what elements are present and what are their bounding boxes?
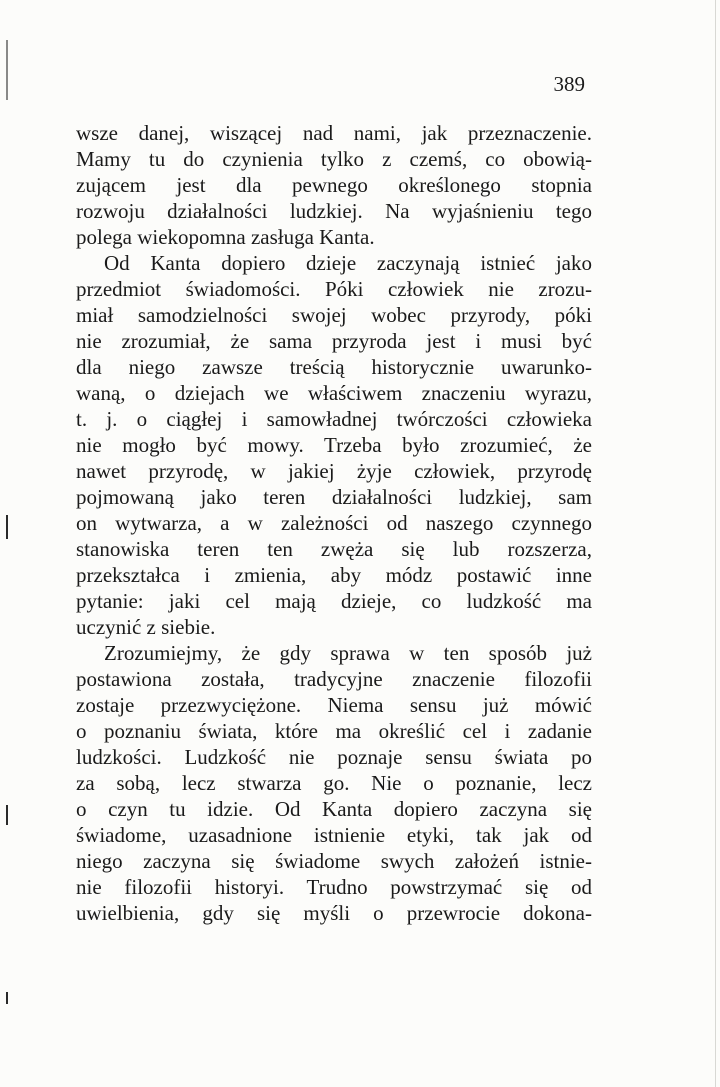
text-line: zującem jest dla pewnego określonego stopnia <box>76 173 592 197</box>
text-line: przedmiot świadomości. Póki człowiek nie zrozu- <box>76 277 592 301</box>
text-line: t. j. o ciągłej i samowładnej twórczości człowieka <box>76 407 592 431</box>
text-line: przekształca i zmienia, aby módz postawić inne <box>76 563 592 587</box>
text-line: polega wiekopomna zasługa Kanta. <box>76 225 375 249</box>
text-line: o poznaniu świata, które ma określić cel i zadanie <box>76 719 592 743</box>
page-edge-line <box>715 0 716 1087</box>
scan-margin-mark <box>6 992 8 1004</box>
text-line: stanowiska teren ten zwęża się lub rozszerza, <box>76 537 592 561</box>
text-line: pytanie: jaki cel mają dzieje, co ludzkość ma <box>76 589 592 613</box>
text-line: niego zaczyna się świadome swych założeń istnie- <box>76 849 592 873</box>
page-number: 389 <box>553 72 585 96</box>
scan-margin-mark <box>6 515 8 539</box>
text-line: nie zrozumiał, że sama przyroda jest i musi być <box>76 329 592 353</box>
body-text <box>76 120 592 926</box>
text-line: dla niego zawsze treścią historycznie uwarunko- <box>76 355 592 379</box>
text-line: ludzkości. Ludzkość nie poznaje sensu świata po <box>76 745 592 769</box>
scan-margin-mark <box>6 40 8 100</box>
text-line: za sobą, lecz stwarza go. Nie o poznanie, lecz <box>76 771 592 795</box>
text-line: nie mogło być mowy. Trzeba było zrozumieć, że <box>76 433 592 457</box>
text-line: miał samodzielności swojej wobec przyrody, póki <box>76 303 592 327</box>
text-line: waną, o dziejach we właściwem znaczeniu wyrazu, <box>76 381 592 405</box>
scan-margin-mark <box>6 805 8 825</box>
text-line: o czyn tu idzie. Od Kanta dopiero zaczyna się <box>76 797 592 821</box>
text-line: on wytwarza, a w zależności od naszego czynnego <box>76 511 592 535</box>
text-line: nawet przyrodę, w jakiej żyje człowiek, przyrodę <box>76 459 592 483</box>
text-line: rozwoju działalności ludzkiej. Na wyjaśnieniu tego <box>76 199 592 223</box>
text-line: Mamy tu do czynienia tylko z czemś, co obowią- <box>76 147 592 171</box>
text-line: świadome, uzasadnione istnienie etyki, tak jak od <box>76 823 592 847</box>
text-line: Zrozumiejmy, że gdy sprawa w ten sposób już <box>104 641 592 665</box>
text-line: uwielbienia, gdy się myśli o przewrocie dokona- <box>76 901 592 925</box>
text-line: nie filozofii historyi. Trudno powstrzymać się od <box>76 875 592 899</box>
text-line: uczynić z siebie. <box>76 615 216 639</box>
text-line: zostaje przezwyciężone. Niema sensu już mówić <box>76 693 592 717</box>
text-line: pojmowaną jako teren działalności ludzkiej, sam <box>76 485 592 509</box>
text-line: Od Kanta dopiero dzieje zaczynają istnieć jako <box>104 251 592 275</box>
text-line: postawiona została, tradycyjne znaczenie filozofii <box>76 667 592 691</box>
text-line: wsze danej, wiszącej nad nami, jak przeznaczenie. <box>76 121 592 145</box>
